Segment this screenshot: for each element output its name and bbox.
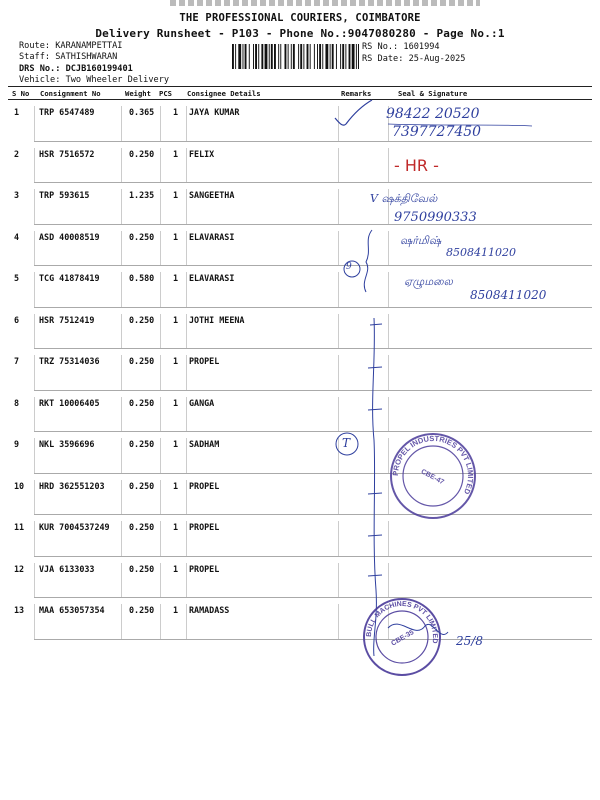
- col-consignment-header: Consignment No: [40, 89, 101, 98]
- column-divider: [34, 563, 35, 598]
- row-consignment-no: HRD 362551203: [39, 480, 105, 491]
- table-row: [8, 515, 592, 557]
- barcode-bar: [258, 44, 259, 69]
- row-weight: 0.250: [129, 231, 155, 242]
- column-divider: [186, 231, 187, 266]
- row-pcs: 1: [173, 190, 179, 200]
- row-sno: 10: [14, 480, 25, 491]
- col-consignee-header: Consignee Details: [187, 89, 261, 98]
- row-consignee: PROPEL: [189, 563, 220, 574]
- row-consignee: SANGEETHA: [189, 190, 235, 200]
- barcode-bar: [352, 44, 355, 69]
- row-weight: 0.250: [129, 314, 155, 325]
- barcode-bar: [255, 44, 257, 69]
- table-row: [8, 474, 592, 516]
- column-divider: [160, 521, 161, 556]
- row-weight: 0.580: [129, 273, 155, 283]
- scan-artifact-strip: [170, 0, 480, 6]
- row-pcs: 1: [173, 480, 179, 491]
- column-divider: [34, 148, 35, 183]
- column-divider: [121, 314, 122, 349]
- handwritten-name-row4: ஷர்மிஷ்: [400, 234, 442, 247]
- column-divider: [121, 604, 122, 639]
- column-divider: [388, 355, 389, 390]
- row-consignment-no: VJA 6133033: [39, 563, 95, 574]
- row-pcs: 1: [173, 522, 179, 532]
- row-consignment-no: KUR 7004537249: [39, 522, 110, 532]
- row-sno: 9: [14, 439, 20, 449]
- barcode-bar: [340, 44, 341, 69]
- row-weight: 0.250: [129, 480, 155, 491]
- column-divider: [186, 521, 187, 556]
- column-divider: [121, 397, 122, 432]
- table-row: [8, 432, 592, 474]
- row-consignee: PROPEL: [189, 356, 220, 366]
- barcode-bar: [325, 44, 328, 69]
- barcode-bar: [261, 44, 263, 69]
- column-divider: [338, 604, 339, 639]
- column-divider: [186, 106, 187, 141]
- vehicle-label: Vehicle: Two Wheeler Delivery: [19, 75, 170, 85]
- column-divider: [186, 355, 187, 390]
- stamp1-text: PROPEL INDUSTRIES PVT LIMITED: [390, 433, 476, 496]
- handwritten-name-row3: V ஷக்திவேல்: [370, 192, 438, 205]
- row-weight: 0.250: [129, 563, 155, 574]
- row-consignee: GANGA: [189, 397, 215, 408]
- barcode-bar: [345, 44, 346, 69]
- column-divider: [388, 438, 389, 473]
- barcode-bar: [303, 44, 304, 69]
- column-divider: [338, 106, 339, 141]
- column-divider: [388, 148, 389, 183]
- row-consignment-no: ASD 40008519: [39, 231, 100, 242]
- row-weight: 0.250: [129, 397, 155, 408]
- col-pcs-header: PCS: [159, 89, 172, 98]
- column-divider: [121, 148, 122, 183]
- row-consignee: ELAVARASI: [189, 231, 235, 242]
- column-divider: [186, 604, 187, 639]
- row-sno: 6: [14, 314, 20, 325]
- barcode-bar: [300, 44, 302, 69]
- row-pcs: 1: [173, 231, 179, 242]
- row-consignment-no: NKL 3596696: [39, 439, 95, 449]
- handwritten-remark-row9: T: [342, 436, 351, 450]
- barcode-bar: [342, 44, 344, 69]
- row-sno: 13: [14, 605, 25, 615]
- stamp2-text: BULL MACHINES PVT LIMITED: [365, 600, 439, 644]
- column-divider: [34, 604, 35, 639]
- column-divider: [34, 355, 35, 390]
- column-divider: [34, 189, 35, 224]
- column-divider: [160, 231, 161, 266]
- row-weight: 0.250: [129, 522, 155, 532]
- row-weight: 0.250: [129, 605, 155, 615]
- row-pcs: 1: [173, 148, 179, 159]
- barcode-bar: [322, 44, 323, 69]
- row-consignee: JAYA KUMAR: [189, 107, 240, 117]
- stamp2-code: CBE-35: [390, 629, 416, 648]
- column-divider: [121, 231, 122, 266]
- column-divider: [388, 397, 389, 432]
- column-divider: [160, 189, 161, 224]
- column-divider: [121, 189, 122, 224]
- handwritten-phone1: 98422 20520: [386, 106, 480, 122]
- row-consignment-no: HSR 7512419: [39, 314, 95, 325]
- column-divider: [388, 563, 389, 598]
- row-pcs: 1: [173, 397, 179, 408]
- stamp1-code: CBE-47: [419, 468, 445, 487]
- column-divider: [186, 314, 187, 349]
- barcode-bar: [317, 44, 318, 69]
- column-divider: [160, 314, 161, 349]
- column-divider: [160, 563, 161, 598]
- table-row: [8, 183, 592, 225]
- barcode-bar: [293, 44, 295, 69]
- column-divider: [338, 438, 339, 473]
- rs-number: RS No.: 1601994: [362, 42, 440, 52]
- rs-date: RS Date: 25-Aug-2025: [362, 54, 466, 64]
- row-sno: 4: [14, 231, 20, 242]
- row-sno: 3: [14, 190, 20, 200]
- row-consignee: FELIX: [189, 148, 215, 159]
- column-divider: [160, 397, 161, 432]
- barcode-bar: [265, 44, 268, 69]
- column-divider: [34, 480, 35, 515]
- row-pcs: 1: [173, 273, 179, 283]
- barcode-bar: [269, 44, 270, 69]
- row-consignee: ELAVARASI: [189, 273, 235, 283]
- column-divider: [338, 148, 339, 183]
- column-divider: [160, 148, 161, 183]
- column-divider: [186, 438, 187, 473]
- row-pcs: 1: [173, 605, 179, 615]
- barcode-bar: [332, 44, 334, 69]
- column-divider: [186, 148, 187, 183]
- column-divider: [338, 521, 339, 556]
- barcode-bar: [235, 44, 236, 69]
- row-consignee: JOTHI MEENA: [189, 314, 245, 325]
- column-divider: [121, 563, 122, 598]
- row-sno: 7: [14, 356, 20, 366]
- column-divider: [160, 106, 161, 141]
- row-pcs: 1: [173, 356, 179, 366]
- barcode-bar: [278, 44, 279, 69]
- row-divider: [34, 639, 592, 640]
- row-pcs: 1: [173, 439, 179, 449]
- column-divider: [338, 563, 339, 598]
- column-divider: [160, 438, 161, 473]
- col-seal-header: Seal & Signature: [398, 89, 468, 98]
- row-consignment-no: HSR 7516572: [39, 148, 95, 159]
- row-weight: 0.250: [129, 439, 155, 449]
- handwritten-phone2: 7397727450: [392, 124, 482, 140]
- column-divider: [121, 106, 122, 141]
- column-divider: [160, 480, 161, 515]
- barcode-bar: [298, 44, 299, 69]
- column-divider: [388, 231, 389, 266]
- row-pcs: 1: [173, 107, 179, 117]
- row-pcs: 1: [173, 563, 179, 574]
- column-divider: [34, 272, 35, 307]
- barcode-bar: [253, 44, 254, 69]
- barcode-bar: [238, 44, 241, 69]
- column-divider: [388, 604, 389, 639]
- column-divider: [388, 521, 389, 556]
- column-divider: [338, 314, 339, 349]
- barcode-bar: [310, 44, 311, 69]
- row-consignment-no: RKT 10006405: [39, 397, 100, 408]
- table-row: [8, 100, 592, 142]
- column-divider: [186, 189, 187, 224]
- table-row: [8, 308, 592, 350]
- column-divider: [338, 272, 339, 307]
- barcode-bar: [285, 44, 287, 69]
- row-consignee: RAMADASS: [189, 605, 230, 615]
- column-divider: [388, 480, 389, 515]
- row-consignment-no: TRP 6547489: [39, 107, 95, 117]
- barcode-bar: [307, 44, 309, 69]
- table-row: [8, 598, 592, 640]
- row-sno: 8: [14, 397, 20, 408]
- barcode-bar: [271, 44, 273, 69]
- table-row: [8, 557, 592, 599]
- row-weight: 1.235: [129, 190, 155, 200]
- handwritten-date: 25/8: [456, 634, 483, 648]
- barcode-bar: [291, 44, 292, 69]
- barcode-bar: [245, 44, 247, 69]
- barcode-bar: [314, 44, 315, 69]
- column-divider: [338, 355, 339, 390]
- column-divider: [186, 480, 187, 515]
- row-sno: 2: [14, 148, 20, 159]
- row-weight: 0.250: [129, 356, 155, 366]
- column-divider: [34, 521, 35, 556]
- row-consignment-no: TRP 593615: [39, 190, 90, 200]
- column-divider: [186, 272, 187, 307]
- row-pcs: 1: [173, 314, 179, 325]
- header-top-rule: [8, 86, 592, 87]
- column-divider: [338, 480, 339, 515]
- col-weight-header: Weight: [125, 89, 151, 98]
- column-divider: [338, 397, 339, 432]
- column-divider: [338, 231, 339, 266]
- column-divider: [121, 480, 122, 515]
- column-divider: [34, 314, 35, 349]
- handwritten-name-row5: ஏழுமலை: [404, 275, 453, 288]
- row-weight: 0.365: [129, 107, 155, 117]
- column-divider: [160, 272, 161, 307]
- column-divider: [34, 397, 35, 432]
- column-divider: [186, 397, 187, 432]
- column-divider: [121, 355, 122, 390]
- barcode-bar: [356, 44, 357, 69]
- row-consignment-no: MAA 653057354: [39, 605, 105, 615]
- column-divider: [338, 189, 339, 224]
- handwritten-remark-row5: 9: [346, 262, 352, 272]
- barcode-bar: [232, 44, 234, 69]
- row-consignee: PROPEL: [189, 522, 220, 532]
- column-divider: [34, 106, 35, 141]
- row-weight: 0.250: [129, 148, 155, 159]
- row-sno: 12: [14, 563, 25, 574]
- row-consignment-no: TCG 41878419: [39, 273, 100, 283]
- barcode-bar: [249, 44, 250, 69]
- column-divider: [34, 438, 35, 473]
- column-divider: [388, 314, 389, 349]
- column-divider: [121, 521, 122, 556]
- barcode: [232, 44, 359, 69]
- barcode-bar: [288, 44, 289, 69]
- column-divider: [34, 231, 35, 266]
- handwritten-hr-note: - HR -: [394, 156, 439, 175]
- row-consignment-no: TRZ 75314036: [39, 356, 100, 366]
- barcode-bar: [243, 44, 244, 69]
- table-row: [8, 142, 592, 184]
- column-divider: [186, 563, 187, 598]
- row-sno: 11: [14, 522, 25, 532]
- barcode-bar: [336, 44, 337, 69]
- row-sno: 5: [14, 273, 20, 283]
- barcode-bar: [358, 44, 359, 69]
- route-label: Route: KARANAMPETTAI: [19, 41, 123, 51]
- row-consignee: SADHAM: [189, 439, 220, 449]
- row-sno: 1: [14, 107, 20, 117]
- col-remarks-header: Remarks: [341, 89, 372, 98]
- col-sno-header: S No: [12, 89, 30, 98]
- barcode-bar: [319, 44, 321, 69]
- column-divider: [388, 272, 389, 307]
- barcode-bar: [280, 44, 281, 69]
- drs-label: DRS No.: DCJB160199401: [19, 64, 133, 74]
- handwritten-phone-row3: 9750990333: [394, 210, 477, 225]
- handwritten-phone-row4: 8508411020: [446, 246, 516, 259]
- column-divider: [121, 438, 122, 473]
- handwritten-phone-row5: 8508411020: [470, 288, 547, 302]
- staff-label: Staff: SATHISHWARAN: [19, 52, 118, 62]
- barcode-bar: [330, 44, 331, 69]
- runsheet-title: Delivery Runsheet - P103 - Phone No.:9047080280 - Page No.:1: [95, 27, 505, 40]
- table-row: [8, 349, 592, 391]
- table-row: [8, 391, 592, 433]
- company-title: THE PROFESSIONAL COURIERS, COIMBATORE: [179, 12, 421, 24]
- barcode-bar: [274, 44, 276, 69]
- barcode-bar: [349, 44, 351, 69]
- column-divider: [160, 604, 161, 639]
- row-consignee: PROPEL: [189, 480, 220, 491]
- column-divider: [160, 355, 161, 390]
- column-divider: [121, 272, 122, 307]
